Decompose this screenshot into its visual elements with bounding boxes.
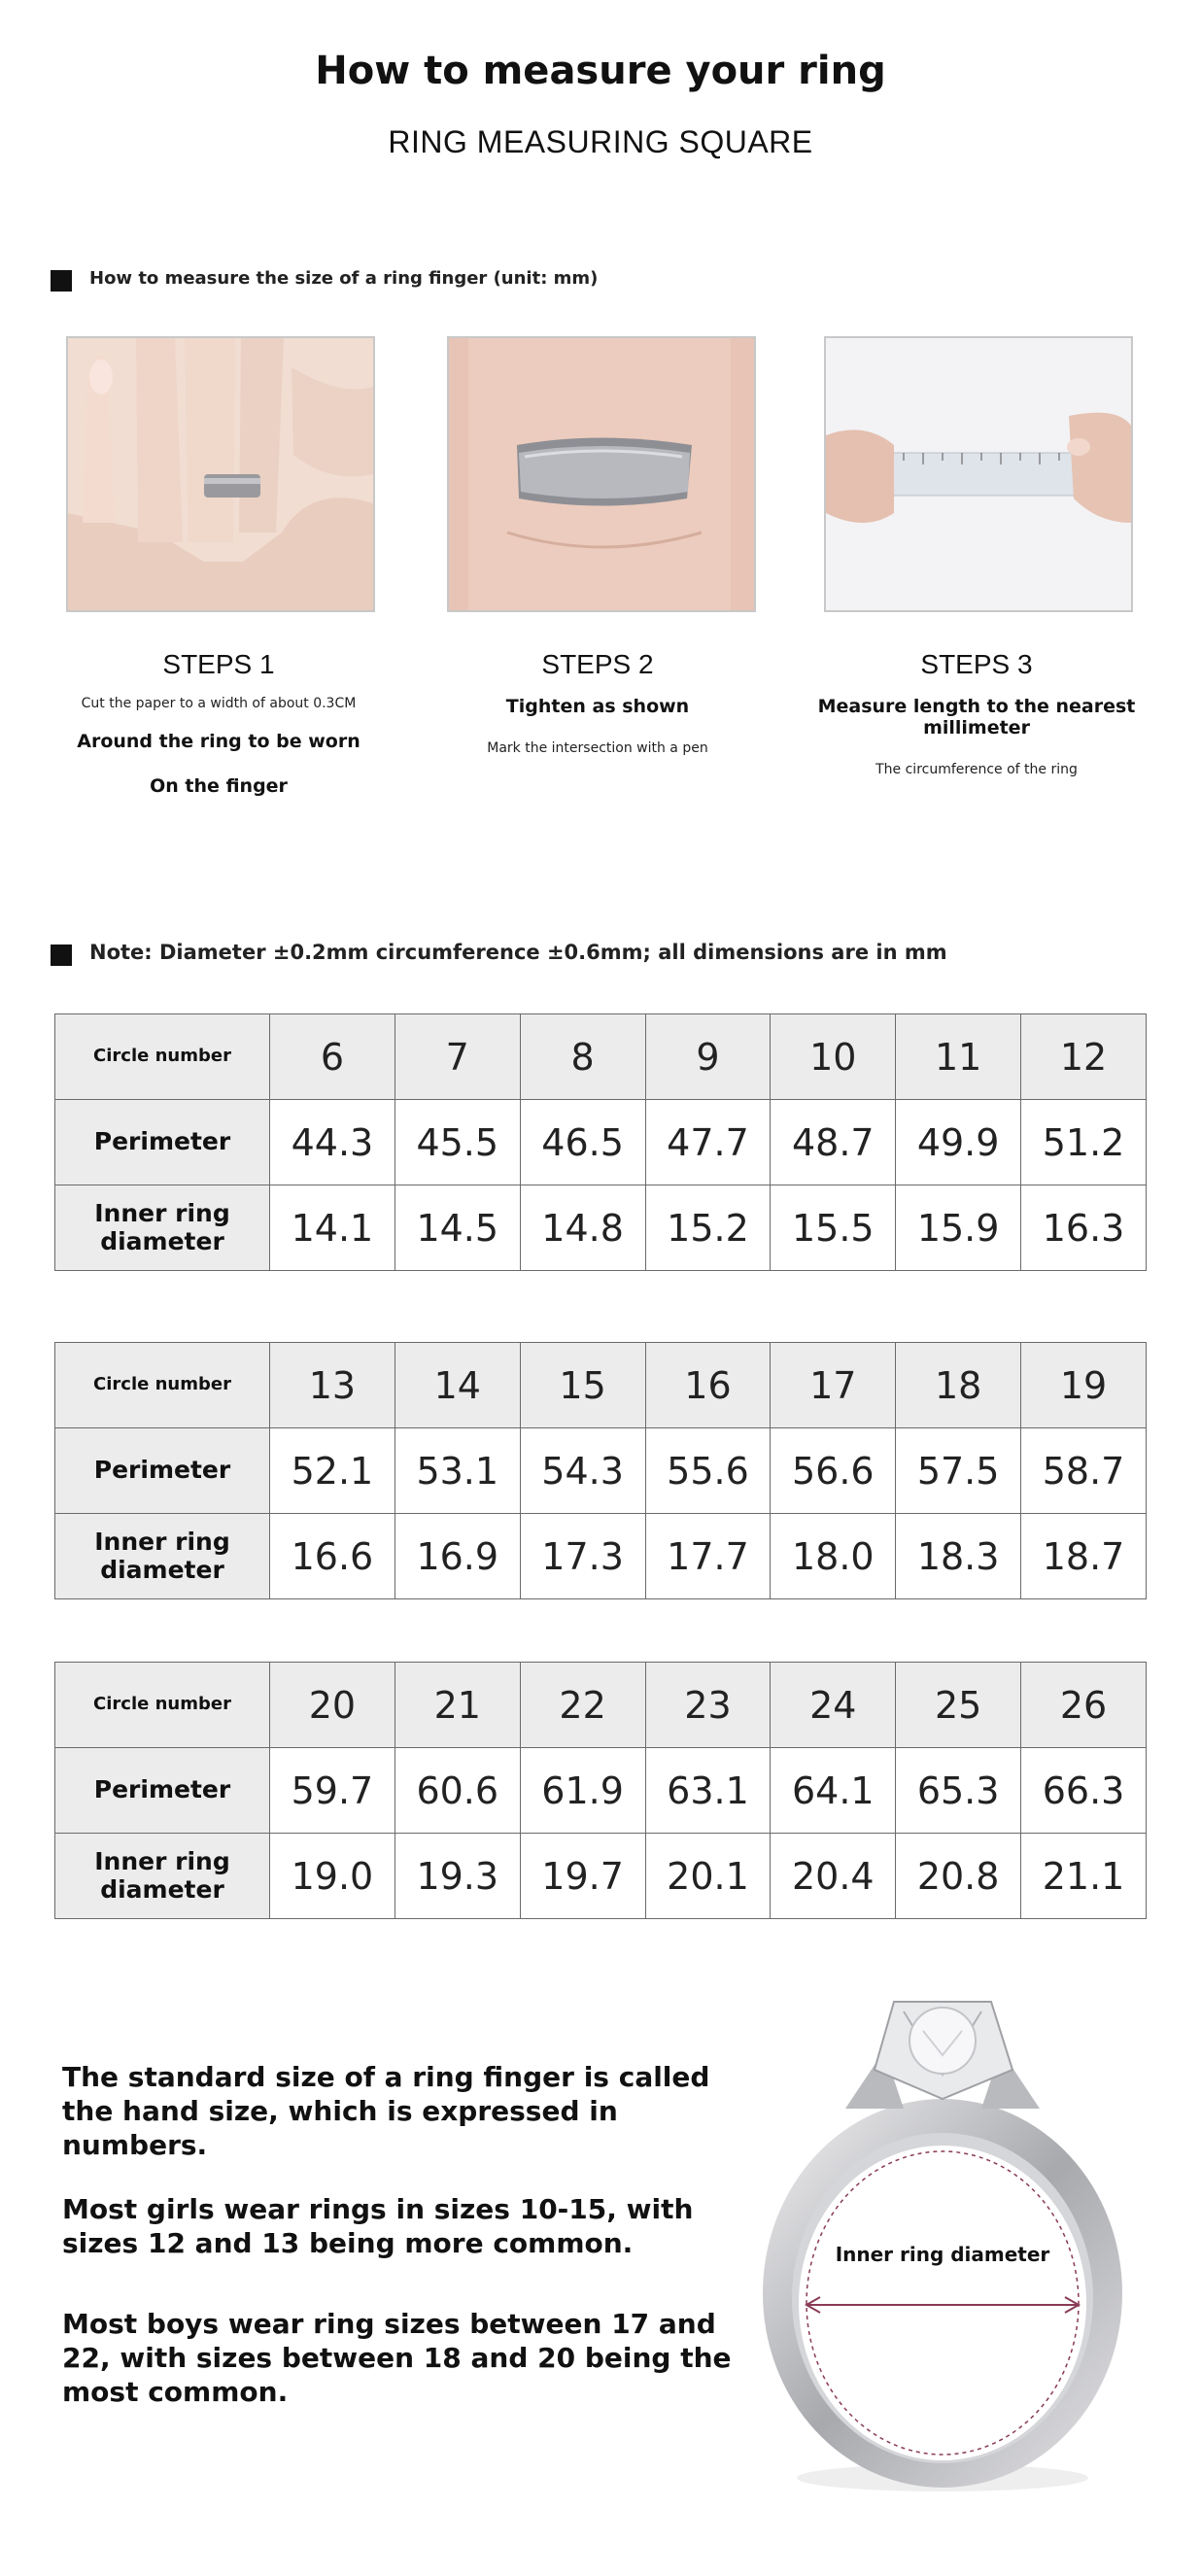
row-label-diameter: Inner ring diameter <box>55 1834 270 1919</box>
info-paragraph-boys: Most boys wear ring sizes between 17 and 22, with sizes between 18 and 20 being the most common. <box>62 2308 732 2408</box>
table-cell: 17.3 <box>520 1514 645 1599</box>
step3-line2: The circumference of the ring <box>875 762 1078 777</box>
table-cell: 20.8 <box>896 1834 1021 1919</box>
table-cell: 15.2 <box>645 1185 771 1271</box>
table-cell: 48.7 <box>771 1100 896 1185</box>
size-table-2 <box>54 1342 1147 1599</box>
table-row-circle <box>55 1343 1147 1428</box>
section-label-measure: How to measure the size of a ring finger (unit: mm) <box>89 268 599 289</box>
row-label-circle: Circle number <box>55 1663 270 1748</box>
step1-line1: Cut the paper to a width of about 0.3CM <box>81 696 357 711</box>
table-cell: 45.5 <box>395 1100 520 1185</box>
table-cell: 26 <box>1021 1663 1147 1748</box>
table-cell: 16.3 <box>1021 1185 1147 1271</box>
table-cell: 53.1 <box>395 1428 520 1514</box>
table-cell: 23 <box>645 1663 771 1748</box>
size-table-1 <box>54 1013 1147 1271</box>
table-row-circle <box>55 1663 1147 1748</box>
table-cell: 9 <box>645 1014 771 1100</box>
row-label-circle: Circle number <box>55 1343 270 1428</box>
table-cell: 17 <box>771 1343 896 1428</box>
table-cell: 54.3 <box>520 1428 645 1514</box>
section-label-note: Note: Diameter ±0.2mm circumference ±0.6mm; all dimensions are in mm <box>89 941 947 964</box>
table-cell: 22 <box>520 1663 645 1748</box>
table-cell: 21.1 <box>1021 1834 1147 1919</box>
step1-title: STEPS 1 <box>162 649 275 679</box>
inner-diameter-label: Inner ring diameter <box>835 2243 1050 2266</box>
table-row-perimeter <box>55 1428 1147 1514</box>
table-cell: 24 <box>771 1663 896 1748</box>
table-cell: 15.5 <box>771 1185 896 1271</box>
ring-illustration <box>758 1982 1147 2526</box>
section-bullet-square <box>51 945 72 966</box>
table-cell: 18 <box>896 1343 1021 1428</box>
table-cell: 17.7 <box>645 1514 771 1599</box>
step3-photo <box>824 336 1133 612</box>
row-label-circle: Circle number <box>55 1014 270 1100</box>
table-cell: 19.7 <box>520 1834 645 1919</box>
table-cell: 52.1 <box>270 1428 395 1514</box>
table-cell: 19.3 <box>395 1834 520 1919</box>
table-cell: 14.1 <box>270 1185 395 1271</box>
table-cell: 19 <box>1021 1343 1147 1428</box>
step3-line1: Measure length to the nearest millimeter <box>817 696 1136 738</box>
table-row-diameter <box>55 1185 1147 1271</box>
table-cell: 10 <box>771 1014 896 1100</box>
table-cell: 58.7 <box>1021 1428 1147 1514</box>
table-cell: 55.6 <box>645 1428 771 1514</box>
step3-title: STEPS 3 <box>920 649 1033 679</box>
table-cell: 20 <box>270 1663 395 1748</box>
step2-block <box>418 649 777 756</box>
step2-line1: Tighten as shown <box>505 696 690 717</box>
table-cell: 65.3 <box>896 1748 1021 1834</box>
table-cell: 25 <box>896 1663 1021 1748</box>
page-subtitle: RING MEASURING SQUARE <box>388 124 813 159</box>
row-label-diameter: Inner ring diameter <box>55 1514 270 1599</box>
table-cell: 46.5 <box>520 1100 645 1185</box>
table-cell: 6 <box>270 1014 395 1100</box>
size-table-3 <box>54 1662 1147 1919</box>
info-paragraph-hand-size: The standard size of a ring finger is called the hand size, which is expressed in numbers. <box>62 2061 710 2161</box>
table-cell: 16.6 <box>270 1514 395 1599</box>
table-cell: 49.9 <box>896 1100 1021 1185</box>
table-cell: 60.6 <box>395 1748 520 1834</box>
step3-block <box>777 649 1176 777</box>
step1-line3: On the finger <box>150 775 288 797</box>
table-cell: 61.9 <box>520 1748 645 1834</box>
table-cell: 13 <box>270 1343 395 1428</box>
step2-photo <box>447 336 756 612</box>
table-cell: 47.7 <box>645 1100 771 1185</box>
table-cell: 11 <box>896 1014 1021 1100</box>
table-cell: 14 <box>395 1343 520 1428</box>
table-cell: 7 <box>395 1014 520 1100</box>
table-cell: 66.3 <box>1021 1748 1147 1834</box>
table-cell: 20.1 <box>645 1834 771 1919</box>
row-label-perimeter: Perimeter <box>55 1748 270 1834</box>
row-label-perimeter: Perimeter <box>55 1428 270 1514</box>
step1-line2: Around the ring to be worn <box>77 731 360 752</box>
page-title: How to measure your ring <box>315 49 886 93</box>
info-paragraph-girls: Most girls wear rings in sizes 10-15, with sizes 12 and 13 being more common. <box>62 2193 694 2259</box>
table-cell: 8 <box>520 1014 645 1100</box>
step1-photo <box>66 336 375 612</box>
table-cell: 44.3 <box>270 1100 395 1185</box>
table-cell: 19.0 <box>270 1834 395 1919</box>
table-cell: 15 <box>520 1343 645 1428</box>
table-row-perimeter <box>55 1100 1147 1185</box>
table-cell: 51.2 <box>1021 1100 1147 1185</box>
step2-line2: Mark the intersection with a pen <box>487 740 708 756</box>
section-bullet-square <box>51 270 72 292</box>
table-cell: 14.5 <box>395 1185 520 1271</box>
table-cell: 57.5 <box>896 1428 1021 1514</box>
table-cell: 21 <box>395 1663 520 1748</box>
table-cell: 56.6 <box>771 1428 896 1514</box>
table-row-diameter <box>55 1834 1147 1919</box>
table-row-circle <box>55 1014 1147 1100</box>
row-label-perimeter: Perimeter <box>55 1100 270 1185</box>
table-cell: 18.7 <box>1021 1514 1147 1599</box>
table-cell: 18.0 <box>771 1514 896 1599</box>
step1-block <box>39 649 398 797</box>
table-cell: 20.4 <box>771 1834 896 1919</box>
table-cell: 63.1 <box>645 1748 771 1834</box>
table-cell: 15.9 <box>896 1185 1021 1271</box>
table-cell: 16 <box>645 1343 771 1428</box>
table-row-diameter <box>55 1514 1147 1599</box>
table-cell: 64.1 <box>771 1748 896 1834</box>
row-label-diameter: Inner ring diameter <box>55 1185 270 1271</box>
table-cell: 14.8 <box>520 1185 645 1271</box>
table-cell: 16.9 <box>395 1514 520 1599</box>
table-row-perimeter <box>55 1748 1147 1834</box>
table-cell: 59.7 <box>270 1748 395 1834</box>
table-cell: 18.3 <box>896 1514 1021 1599</box>
step2-title: STEPS 2 <box>541 649 654 679</box>
table-cell: 12 <box>1021 1014 1147 1100</box>
